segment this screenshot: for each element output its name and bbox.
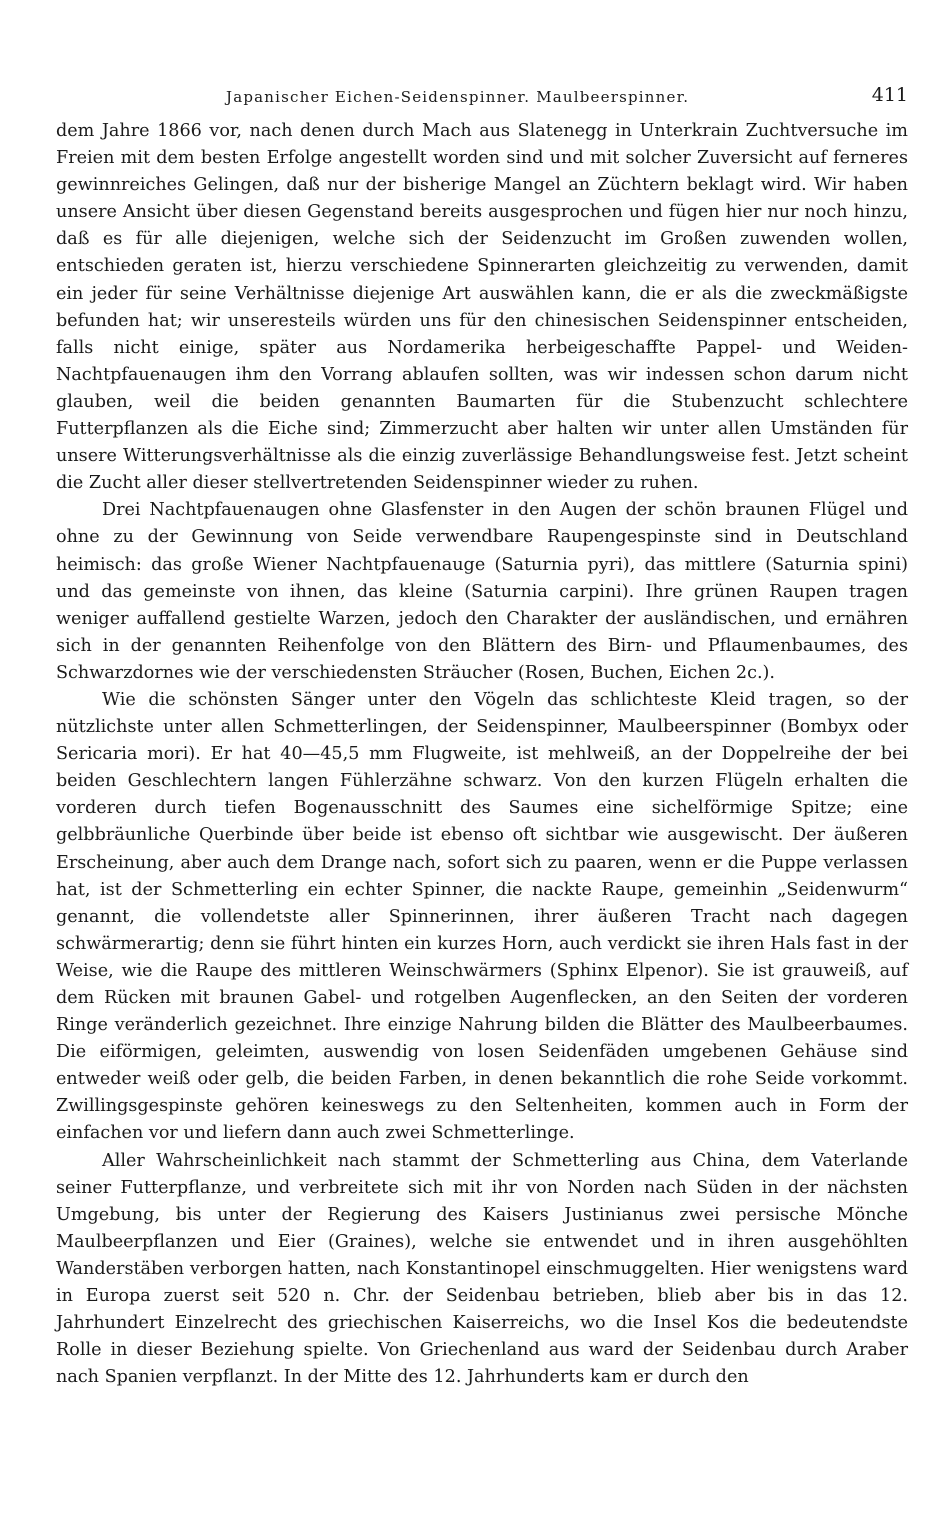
- page-number: 411: [871, 84, 908, 106]
- book-page: [56, 84, 908, 1391]
- body-text: [56, 118, 908, 1391]
- paragraph-herkunft: Aller Wahrscheinlichkeit nach stammt der Schmetterling aus China, dem Vaterlande seiner Futterpflanze, und verbreitete sich mit ihr von Norden nach Süden in der nächsten Umgebung, bis unter der Regierung des Kaisers Justinianus zwei persische Mönche Maulbeerpflanzen und Eier (Graines), welche sie entwendet und in ihren ausgehöhlten Wanderstäben verborgen hatten, nach Konstantinopel einschmuggelten. Hier wenigstens ward in Europa zuerst seit 520 n. Chr. der Seidenbau betrieben, blieb aber bis in das 12. Jahrhundert Einzelrecht des griechischen Kaiserreichs, wo die Insel Kos die bedeutendste Rolle in dieser Beziehung spielte. Von Griechenland aus ward der Seidenbau durch Araber nach Spanien verpflanzt. In der Mitte des 12. Jahrhunderts kam er durch den: [56, 1150, 908, 1388]
- paragraph-nachtpfauenaugen: Drei Nachtpfauenaugen ohne Glasfenster in den Augen der schön braunen Flügel und ohne zu der Gewinnung von Seide verwendbare Raupengespinste sind in Deutschland heimisch: das große Wiener Nachtpfauenauge (Saturnia pyri), das mittlere (Saturnia spini) und das gemeinste von ihnen, das kleine (Saturnia carpini). Ihre grünen Raupen tragen weniger auffallend gestielte Warzen, jedoch den Charakter der ausländischen, und ernähren sich in der genannten Reihenfolge von den Blättern des Birn- und Pflaumenbaumes, des Schwarzdornes wie der verschiedensten Sträucher (Rosen, Buchen, Eichen 2c.).: [56, 500, 908, 683]
- paragraph-seidenspinner: Wie die schönsten Sänger unter den Vögeln das schlichteste Kleid tragen, so der nützlichste unter allen Schmetterlingen, der Seidenspinner, Maulbeerspinner (Bombyx oder Sericaria mori). Er hat 40—45,5 mm Flugweite, ist mehlweiß, an der Doppelreihe der bei beiden Geschlechtern langen Fühlerzähne schwarz. Von den kurzen Flügeln erhalten die vorderen durch tiefen Bogenausschnitt des Saumes eine sichelförmige Spitze; eine gelbbräunliche Querbinde über beide ist ebenso oft sichtbar wie ausgewischt. Der äußeren Erscheinung, aber auch dem Drange nach, sofort sich zu paaren, wenn er die Puppe verlassen hat, ist der Schmetterling ein echter Spinner, die nackte Raupe, gemeinhin „Seidenwurm“ genannt, die vollendetste aller Spinnerinnen, ihrer äußeren Tracht nach dagegen schwärmerartig; denn sie führt hinten ein kurzes Horn, auch verdickt sie ihren Hals fast in der Weise, wie die Raupe des mittleren Weinschwärmers (Sphinx Elpenor). Sie ist grauweiß, auf dem Rücken mit braunen Gabel- und rotgelben Augenflecken, an den Seiten der vorderen Ringe veränderlich gezeichnet. Ihre einzige Nahrung bilden die Blätter des Maulbeerbaumes. Die eiförmigen, geleimten, auswendig von losen Seidenfäden umgebenen Gehäuse sind entweder weiß oder gelb, die beiden Farben, in denen bekanntlich die rohe Seide vorkommt. Zwillingsgespinste gehören keineswegs zu den Seltenheiten, kommen auch in Form der einfachen vor und liefern dann auch zwei Schmetterlinge.: [56, 689, 908, 1144]
- page-header: [56, 84, 908, 118]
- paragraph-continued: dem Jahre 1866 vor, nach denen durch Mach aus Slatenegg in Unterkrain Zuchtversuche im Freien mit dem besten Erfolge angestellt worden sind und mit solcher Zuversicht auf ferneres gewinnreiches Gelingen, daß nur der bisherige Mangel an Züchtern beklagt wird. Wir haben unsere Ansicht über diesen Gegenstand bereits ausgesprochen und fügen hier nur noch hinzu, daß es für alle diejenigen, welche sich der Seidenzucht im Großen zuwenden wollen, entschieden geraten ist, hierzu verschiedene Spinnerarten gleichzeitig zu verwenden, damit ein jeder für seine Verhältnisse diejenige Art auswählen kann, die er als die zweckmäßigste befunden hat; wir unseresteils würden uns für den chinesischen Seidenspinner entscheiden, falls nicht einige, später aus Nordamerika herbeigeschaffte Pappel- und Weiden-Nachtpfauenaugen ihm den Vorrang ablaufen sollten, was wir indessen schon darum nicht glauben, weil die beiden genannten Baumarten für die Stubenzucht schlechtere Futterpflanzen als die Eiche sind; Zimmerzucht aber halten wir unter allen Umständen für unsere Witterungsverhältnisse als die einzig zuverlässige Behandlungsweise fest. Jetzt scheint die Zucht aller dieser stellvertretenden Seidenspinner wieder zu ruhen.: [56, 121, 908, 494]
- running-head: Japanischer Eichen-Seidenspinner. Maulbeerspinner.: [226, 88, 690, 106]
